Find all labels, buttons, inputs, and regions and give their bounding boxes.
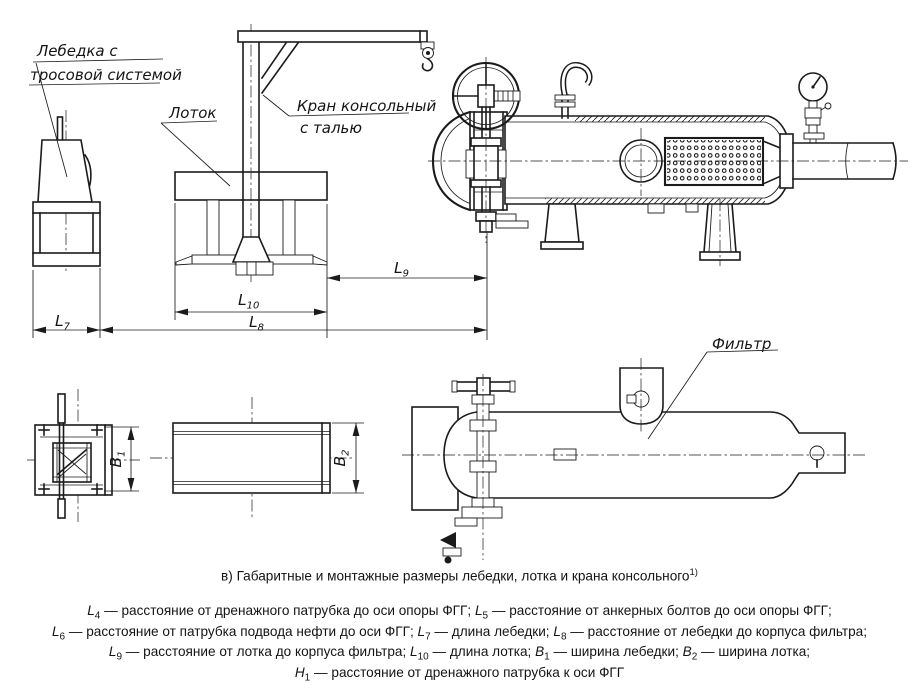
hoist-hook-icon <box>423 59 433 71</box>
dim-label-b2: $B_2$ <box>331 449 352 467</box>
figure-caption <box>0 567 919 584</box>
dim-label-b1: $B_1$ <box>107 450 128 468</box>
crane-label-line1: Кран консольный <box>297 97 437 115</box>
filter-plan-view <box>402 358 868 564</box>
legend-line-2: $L_6$ — расстояние от патрубка подвода нефти до оси ФГГ; $L_7$ — длина лебедки; $L_8$ — расстояние от лебедки до корпуса фильтра; <box>51 623 868 643</box>
caption-footnote-marker: 1) <box>689 567 698 578</box>
winch-label-line2: тросовой системой <box>30 66 182 84</box>
winch-plan-view <box>27 389 140 522</box>
callout-labels <box>29 42 778 439</box>
dim-label-l10: $L_{10}$ <box>238 291 260 312</box>
figure-legend <box>0 601 919 683</box>
pressure-gauge <box>799 73 831 143</box>
dim-label-l8: $L_8$ <box>249 313 265 334</box>
winch-front-view <box>33 110 100 272</box>
dim-label-l7: $L_7$ <box>55 312 71 333</box>
filter-label: Фильтр <box>712 335 772 353</box>
legend-line-1: $L_4$ — расстояние от дренажного патрубка до оси опоры ФГГ; $L_5$ — расстояние от анкерных болтов до оси опоры ФГГ; <box>87 603 832 622</box>
legend-line-4: $H_1$ — расстояние от дренажного патрубка к оси ФГГ <box>294 664 625 684</box>
filter-front-view <box>428 57 908 266</box>
dim-label-l9: $L_9$ <box>394 259 410 280</box>
winch-label-line1: Лебедка с <box>37 42 118 60</box>
crane-label-line2: с талью <box>300 119 362 137</box>
tray-plan-view <box>150 397 364 519</box>
legend-line-3: $L_9$ — расстояние от лотка до корпуса фильтра; $L_{10}$ — длина лотка; $B_1$ — ширина лебедки; $B_2$ — ширина лотка; <box>108 644 811 663</box>
tray-label: Лоток <box>169 104 217 122</box>
cantilever-crane-view <box>233 24 437 284</box>
caption-text: в) Габаритные и монтажные размеры лебедки, лотка и крана консольного <box>221 568 690 584</box>
